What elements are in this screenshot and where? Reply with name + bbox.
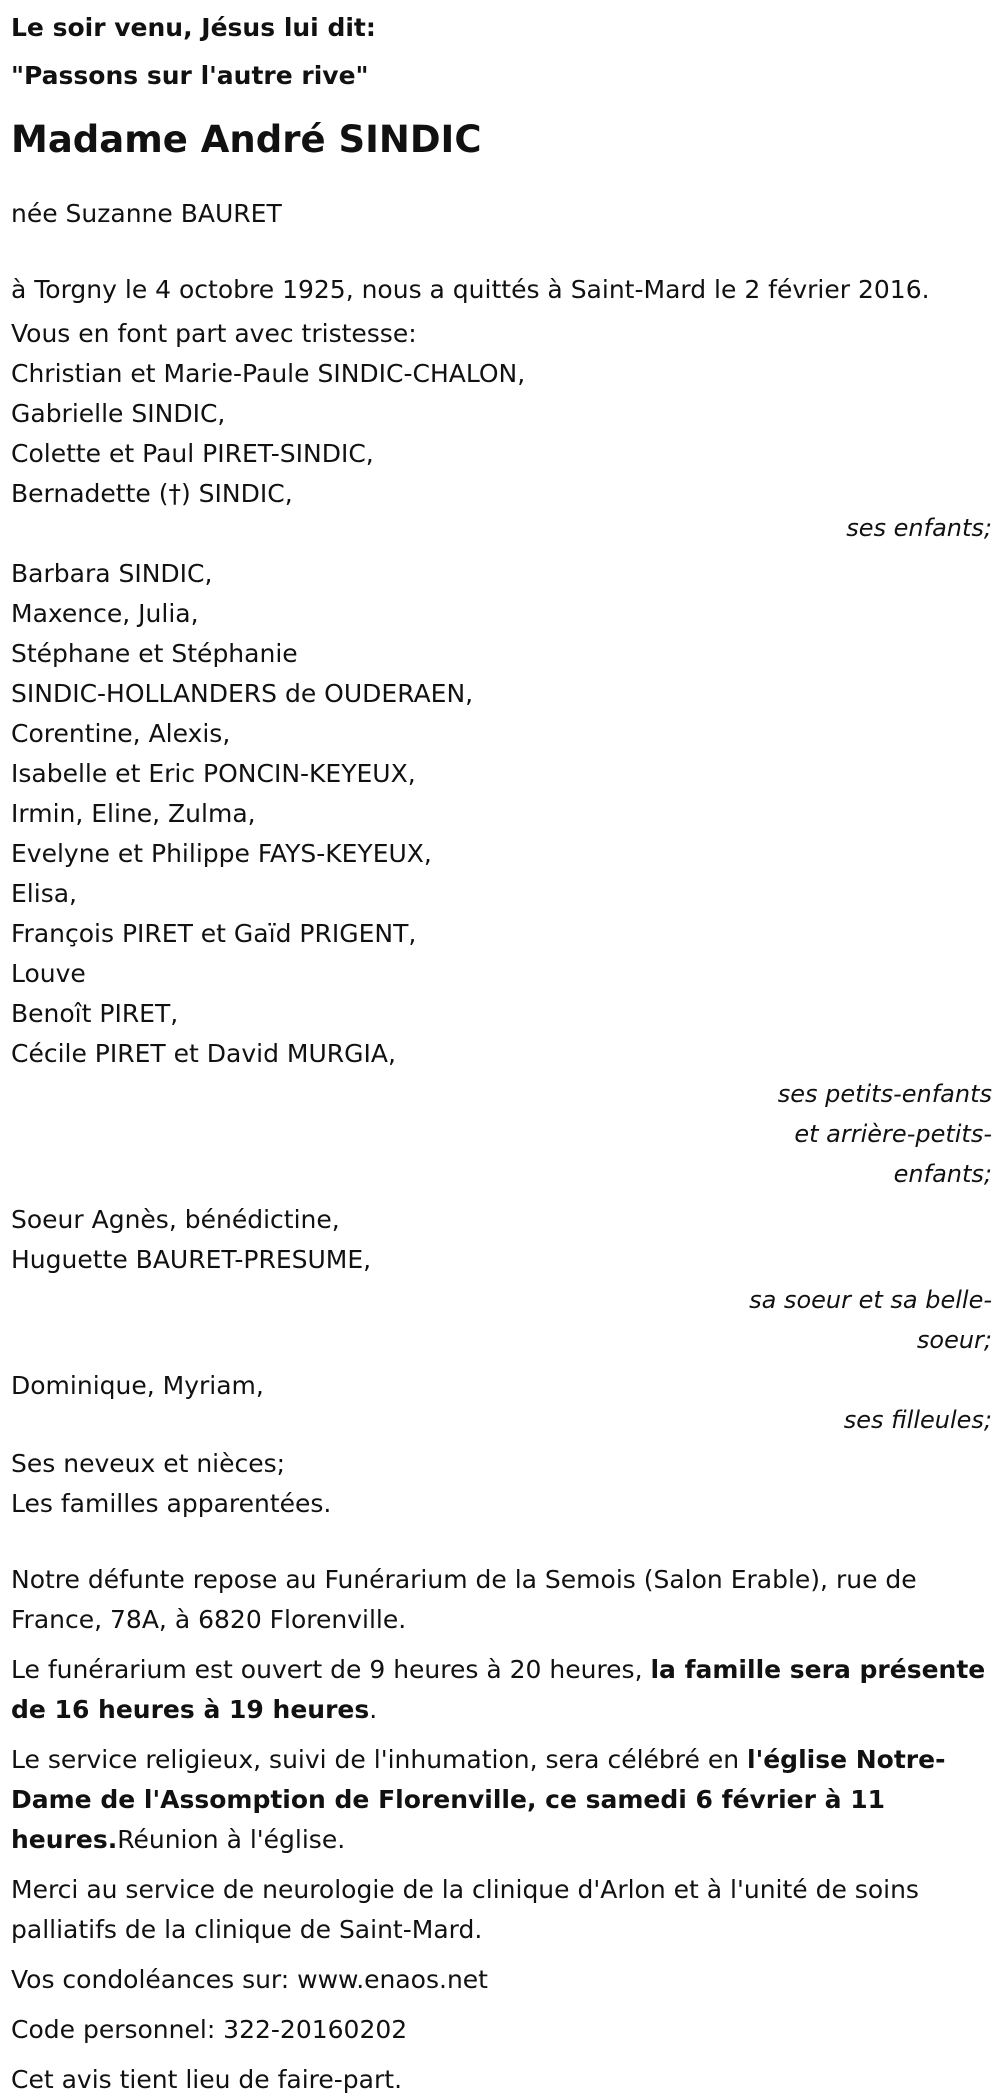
list-item: Colette et Paul PIRET-SINDIC,	[11, 439, 374, 468]
sisters-role	[731, 1280, 1000, 1360]
role-line: soeur;	[916, 1326, 992, 1354]
list-item: Soeur Agnès, bénédictine,	[11, 1205, 340, 1234]
thanks-text: Merci au service de neurologie de la clinique d'Arlon et à l'unité de soins palliatifs de la clinique de Saint-Mard.	[11, 1875, 919, 1944]
condolences-link: Vos condoléances sur: www.enaos.net	[11, 1965, 488, 1994]
list-item: Benoît PIRET,	[11, 999, 179, 1028]
service-info	[11, 1740, 1000, 1860]
list-item: Dominique, Myriam,	[11, 1371, 264, 1400]
deceased-name: Madame André SINDIC	[11, 118, 482, 161]
list-item: Ses neveux et nièces;	[11, 1449, 286, 1478]
role-line: ses petits-enfants	[777, 1080, 992, 1108]
role-line: enfants;	[893, 1160, 992, 1188]
list-item: Huguette BAURET-PRESUME,	[11, 1245, 372, 1274]
rest-location: Notre défunte repose au Funérarium de la Semois (Salon Erable), rue de France, 78A, à 6820 Florenville.	[11, 1565, 917, 1634]
role-line: sa soeur et sa belle-	[749, 1286, 992, 1314]
list-item: François PIRET et Gaïd PRIGENT,	[11, 919, 417, 948]
grandchildren-list	[11, 554, 1000, 1074]
hours-text: Le funérarium est ouvert de 9 heures à 20 heures,	[11, 1655, 651, 1684]
life-dates: à Torgny le 4 octobre 1925, nous a quittés à Saint-Mard le 2 février 2016.	[11, 275, 930, 304]
list-item: Les familles apparentées.	[11, 1489, 332, 1518]
sisters-list	[11, 1200, 1000, 1280]
list-item: Cécile PIRET et David MURGIA,	[11, 1039, 396, 1068]
children-role: ses enfants;	[846, 514, 992, 542]
quote-line-1: Le soir venu, Jésus lui dit:	[11, 13, 376, 42]
list-item: Maxence, Julia,	[11, 599, 199, 628]
service-text: Le service religieux, suivi de l'inhumation, sera célébré en	[11, 1745, 747, 1774]
family-presence: la famille sera présente de 16 heures à 19 heures	[11, 1655, 986, 1724]
service-meeting: Réunion à l'église.	[117, 1825, 346, 1854]
list-item: Elisa,	[11, 879, 77, 908]
quote-line-2: "Passons sur l'autre rive"	[11, 61, 369, 90]
announce-line: Vous en font part avec tristesse:	[11, 319, 417, 348]
children-list	[11, 354, 1000, 514]
list-item: Isabelle et Eric PONCIN-KEYEUX,	[11, 759, 416, 788]
list-item: Stéphane et Stéphanie	[11, 639, 298, 668]
list-item: Irmin, Eline, Zulma,	[11, 799, 256, 828]
list-item: Gabrielle SINDIC,	[11, 399, 226, 428]
service-place-time: l'église Notre-Dame de l'Assomption de Florenville, ce samedi 6 février à 11 heures.	[11, 1745, 946, 1854]
notice-text: Cet avis tient lieu de faire-part.	[11, 2065, 403, 2094]
list-item: SINDIC-HOLLANDERS de OUDERAEN,	[11, 679, 474, 708]
visiting-hours	[11, 1650, 1000, 1730]
personal-code: Code personnel: 322-20160202	[11, 2015, 408, 2044]
godchildren-role: ses filleules;	[843, 1406, 992, 1434]
hours-end: .	[369, 1695, 378, 1724]
list-item: Christian et Marie-Paule SINDIC-CHALON,	[11, 359, 526, 388]
list-item: Louve	[11, 959, 86, 988]
grandchildren-role	[731, 1074, 1000, 1194]
list-item: Bernadette (†) SINDIC,	[11, 479, 293, 508]
list-item: Barbara SINDIC,	[11, 559, 213, 588]
others-list	[11, 1444, 1000, 1524]
list-item: Corentine, Alexis,	[11, 719, 231, 748]
birth-name: née Suzanne BAURET	[11, 199, 282, 228]
role-line: et arrière-petits-	[794, 1120, 992, 1148]
list-item: Evelyne et Philippe FAYS-KEYEUX,	[11, 839, 432, 868]
